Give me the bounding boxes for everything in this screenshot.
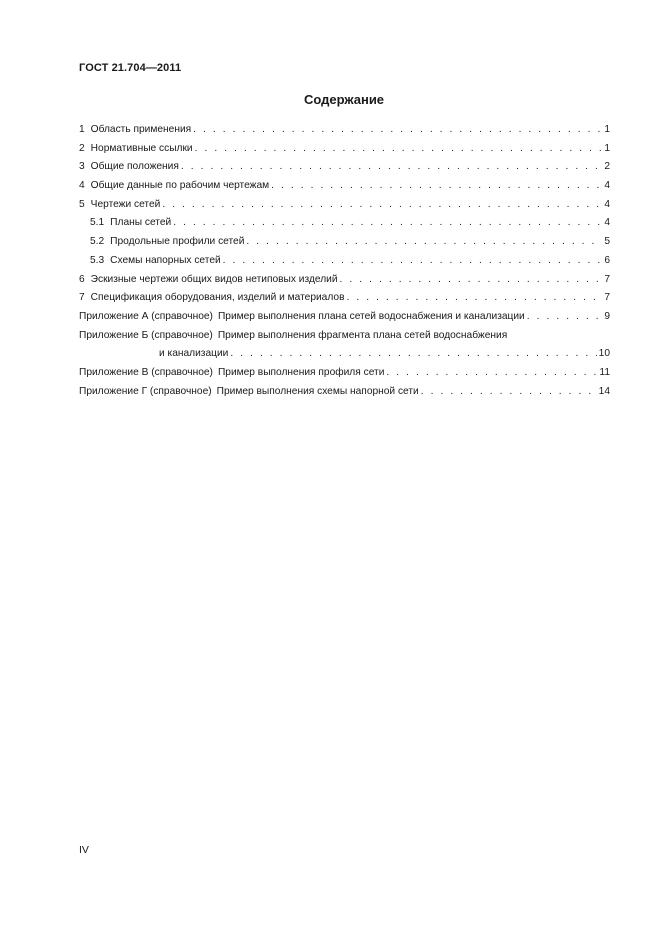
toc-appendix-b[interactable] <box>79 327 610 346</box>
toc-entry-text: Общие положения <box>90 161 179 173</box>
appendix-text: Пример выполнения схемы напорной сети <box>216 385 419 397</box>
toc-appendix-g[interactable] <box>79 383 610 402</box>
toc-leader-dots <box>230 345 596 364</box>
page-number: IV <box>79 844 89 856</box>
toc-leader-dots <box>223 252 603 271</box>
toc-entry-page: 9 <box>604 310 610 322</box>
toc-entry-number: 2 <box>79 142 85 154</box>
toc-entry-page: 1 <box>604 142 610 154</box>
appendix-label: Приложение Б (справочное) <box>79 329 213 341</box>
toc-entry-page: 5 <box>604 236 610 248</box>
toc-entry[interactable] <box>79 177 610 196</box>
appendix-text: Пример выполнения плана сетей водоснабжения и канализации <box>217 310 525 322</box>
toc-leader-dots <box>527 308 603 327</box>
toc-entry-number: 4 <box>79 180 85 192</box>
appendix-text: Пример выполнения фрагмента плана сетей водоснабжения <box>217 329 508 341</box>
toc-entry-page: 10 <box>598 348 610 360</box>
toc-entry-page: 6 <box>604 254 610 266</box>
toc-entry-page: 4 <box>604 180 610 192</box>
toc-leader-dots <box>340 271 603 290</box>
toc-entry-text: Эскизные чертежи общих видов нетиповых изделий <box>90 273 338 285</box>
toc-leader-dots <box>246 233 602 252</box>
toc-leader-dots <box>271 177 602 196</box>
toc-entry-text: Продольные профили сетей <box>110 236 245 248</box>
appendix-text: Пример выполнения профиля сети <box>217 366 385 378</box>
toc-entry-page: 7 <box>604 273 610 285</box>
toc-entry-page: 7 <box>604 292 610 304</box>
appendix-label: Приложение А (справочное) <box>79 310 213 322</box>
toc-entry-page: 1 <box>604 124 610 135</box>
toc-entry-text: Область применения <box>90 124 192 135</box>
toc-entry-number: 3 <box>79 161 85 173</box>
toc-entry[interactable] <box>79 121 610 140</box>
toc-entry-text: Чертежи сетей <box>90 198 161 210</box>
toc-entry-number: 5.3 <box>90 254 105 266</box>
toc-entry-number: 5 <box>79 198 85 210</box>
toc-entry[interactable] <box>79 271 610 290</box>
toc-appendix-v[interactable] <box>79 364 610 383</box>
toc-entry-number: 7 <box>79 292 85 304</box>
toc-appendix-b-continuation[interactable] <box>79 345 610 364</box>
toc-entry-number: 1 <box>79 124 85 135</box>
toc-entry-page: 2 <box>604 161 610 173</box>
toc-subentry[interactable] <box>79 214 610 233</box>
appendix-label: Приложение Г (справочное) <box>79 385 212 397</box>
toc-entry-text: Общие данные по рабочим чертежам <box>90 180 270 192</box>
toc-leader-dots <box>181 158 602 177</box>
toc-subentry[interactable] <box>79 233 610 252</box>
toc-leader-dots <box>346 289 602 308</box>
appendix-label: Приложение В (справочное) <box>79 366 213 378</box>
toc-entry-text: Схемы напорных сетей <box>110 254 221 266</box>
appendix-text-continuation: и канализации <box>159 348 229 360</box>
toc-entry-text: Спецификация оборудования, изделий и материалов <box>90 292 345 304</box>
toc-appendix-a[interactable] <box>79 308 610 327</box>
document-header-code: ГОСТ 21.704—2011 <box>79 62 182 74</box>
toc-entry[interactable] <box>79 140 610 159</box>
toc-leader-dots <box>386 364 597 383</box>
toc-title: Содержание <box>303 92 385 107</box>
toc-entry-number: 5.2 <box>90 236 105 248</box>
toc-entry-number: 6 <box>79 273 85 285</box>
toc-subentry[interactable] <box>79 252 610 271</box>
toc-entry-text: Планы сетей <box>110 217 172 229</box>
toc-entry-page: 14 <box>598 385 610 397</box>
toc-entry-page: 11 <box>599 366 610 378</box>
toc-leader-dots <box>421 383 597 402</box>
toc-entry-page: 4 <box>604 217 610 229</box>
toc-entry[interactable] <box>79 289 610 308</box>
toc-entry-page: 4 <box>604 198 610 210</box>
toc-leader-dots <box>193 121 602 140</box>
toc-entry[interactable] <box>79 196 610 215</box>
table-of-contents <box>79 121 610 401</box>
toc-leader-dots <box>162 196 602 215</box>
toc-entry-number: 5.1 <box>90 217 105 229</box>
toc-entry-text: Нормативные ссылки <box>90 142 193 154</box>
toc-entry[interactable] <box>79 158 610 177</box>
toc-leader-dots <box>195 140 603 159</box>
toc-leader-dots <box>173 214 602 233</box>
